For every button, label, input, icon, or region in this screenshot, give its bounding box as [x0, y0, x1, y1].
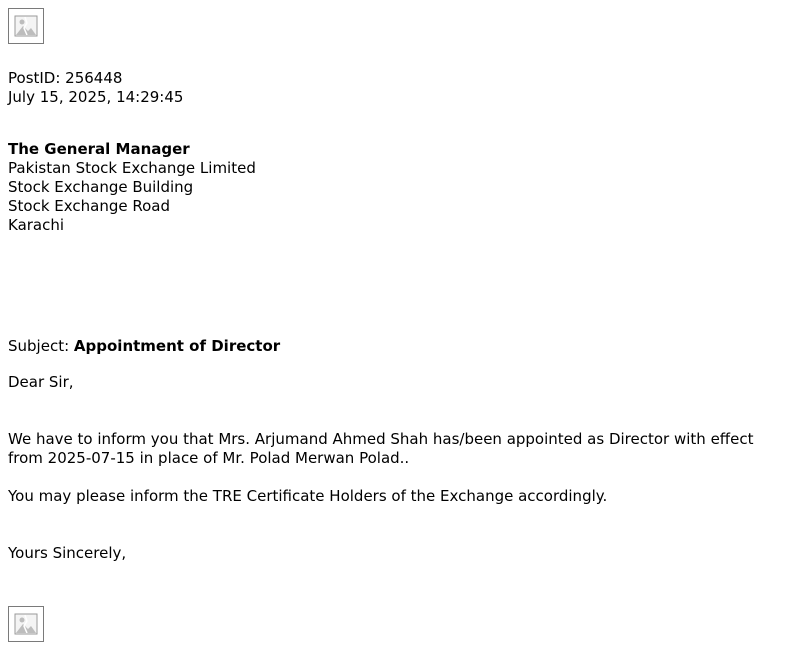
salutation: Dear Sir, — [8, 373, 74, 391]
subject-text: Appointment of Director — [73, 337, 281, 355]
recipient-line: Stock Exchange Road — [8, 197, 170, 215]
body-paragraph: You may please inform the TRE Certificate Holders of the Exchange accordingly. — [8, 487, 608, 505]
header-broken-image-icon — [8, 8, 44, 44]
post-id: PostID: 256448 — [8, 69, 123, 87]
broken-image-icon — [14, 14, 38, 38]
body-paragraph: We have to inform you that Mrs. Arjumand Ahmed Shah has/been appointed as Director with effect from 2025-07-15 in place of Mr. Polad Merwan Polad.. — [8, 430, 754, 467]
post-datetime: July 15, 2025, 14:29:45 — [8, 88, 184, 106]
recipient-line: Pakistan Stock Exchange Limited — [8, 159, 256, 177]
closing: Yours Sincerely, — [8, 544, 127, 562]
recipient-line: Karachi — [8, 216, 65, 234]
broken-image-icon — [14, 612, 38, 636]
subject-label: Subject: — [8, 337, 70, 355]
recipient-line: Stock Exchange Building — [8, 178, 194, 196]
recipient-title: The General Manager — [8, 140, 190, 158]
signature-broken-image-icon — [8, 606, 44, 642]
subject-line — [8, 337, 280, 356]
